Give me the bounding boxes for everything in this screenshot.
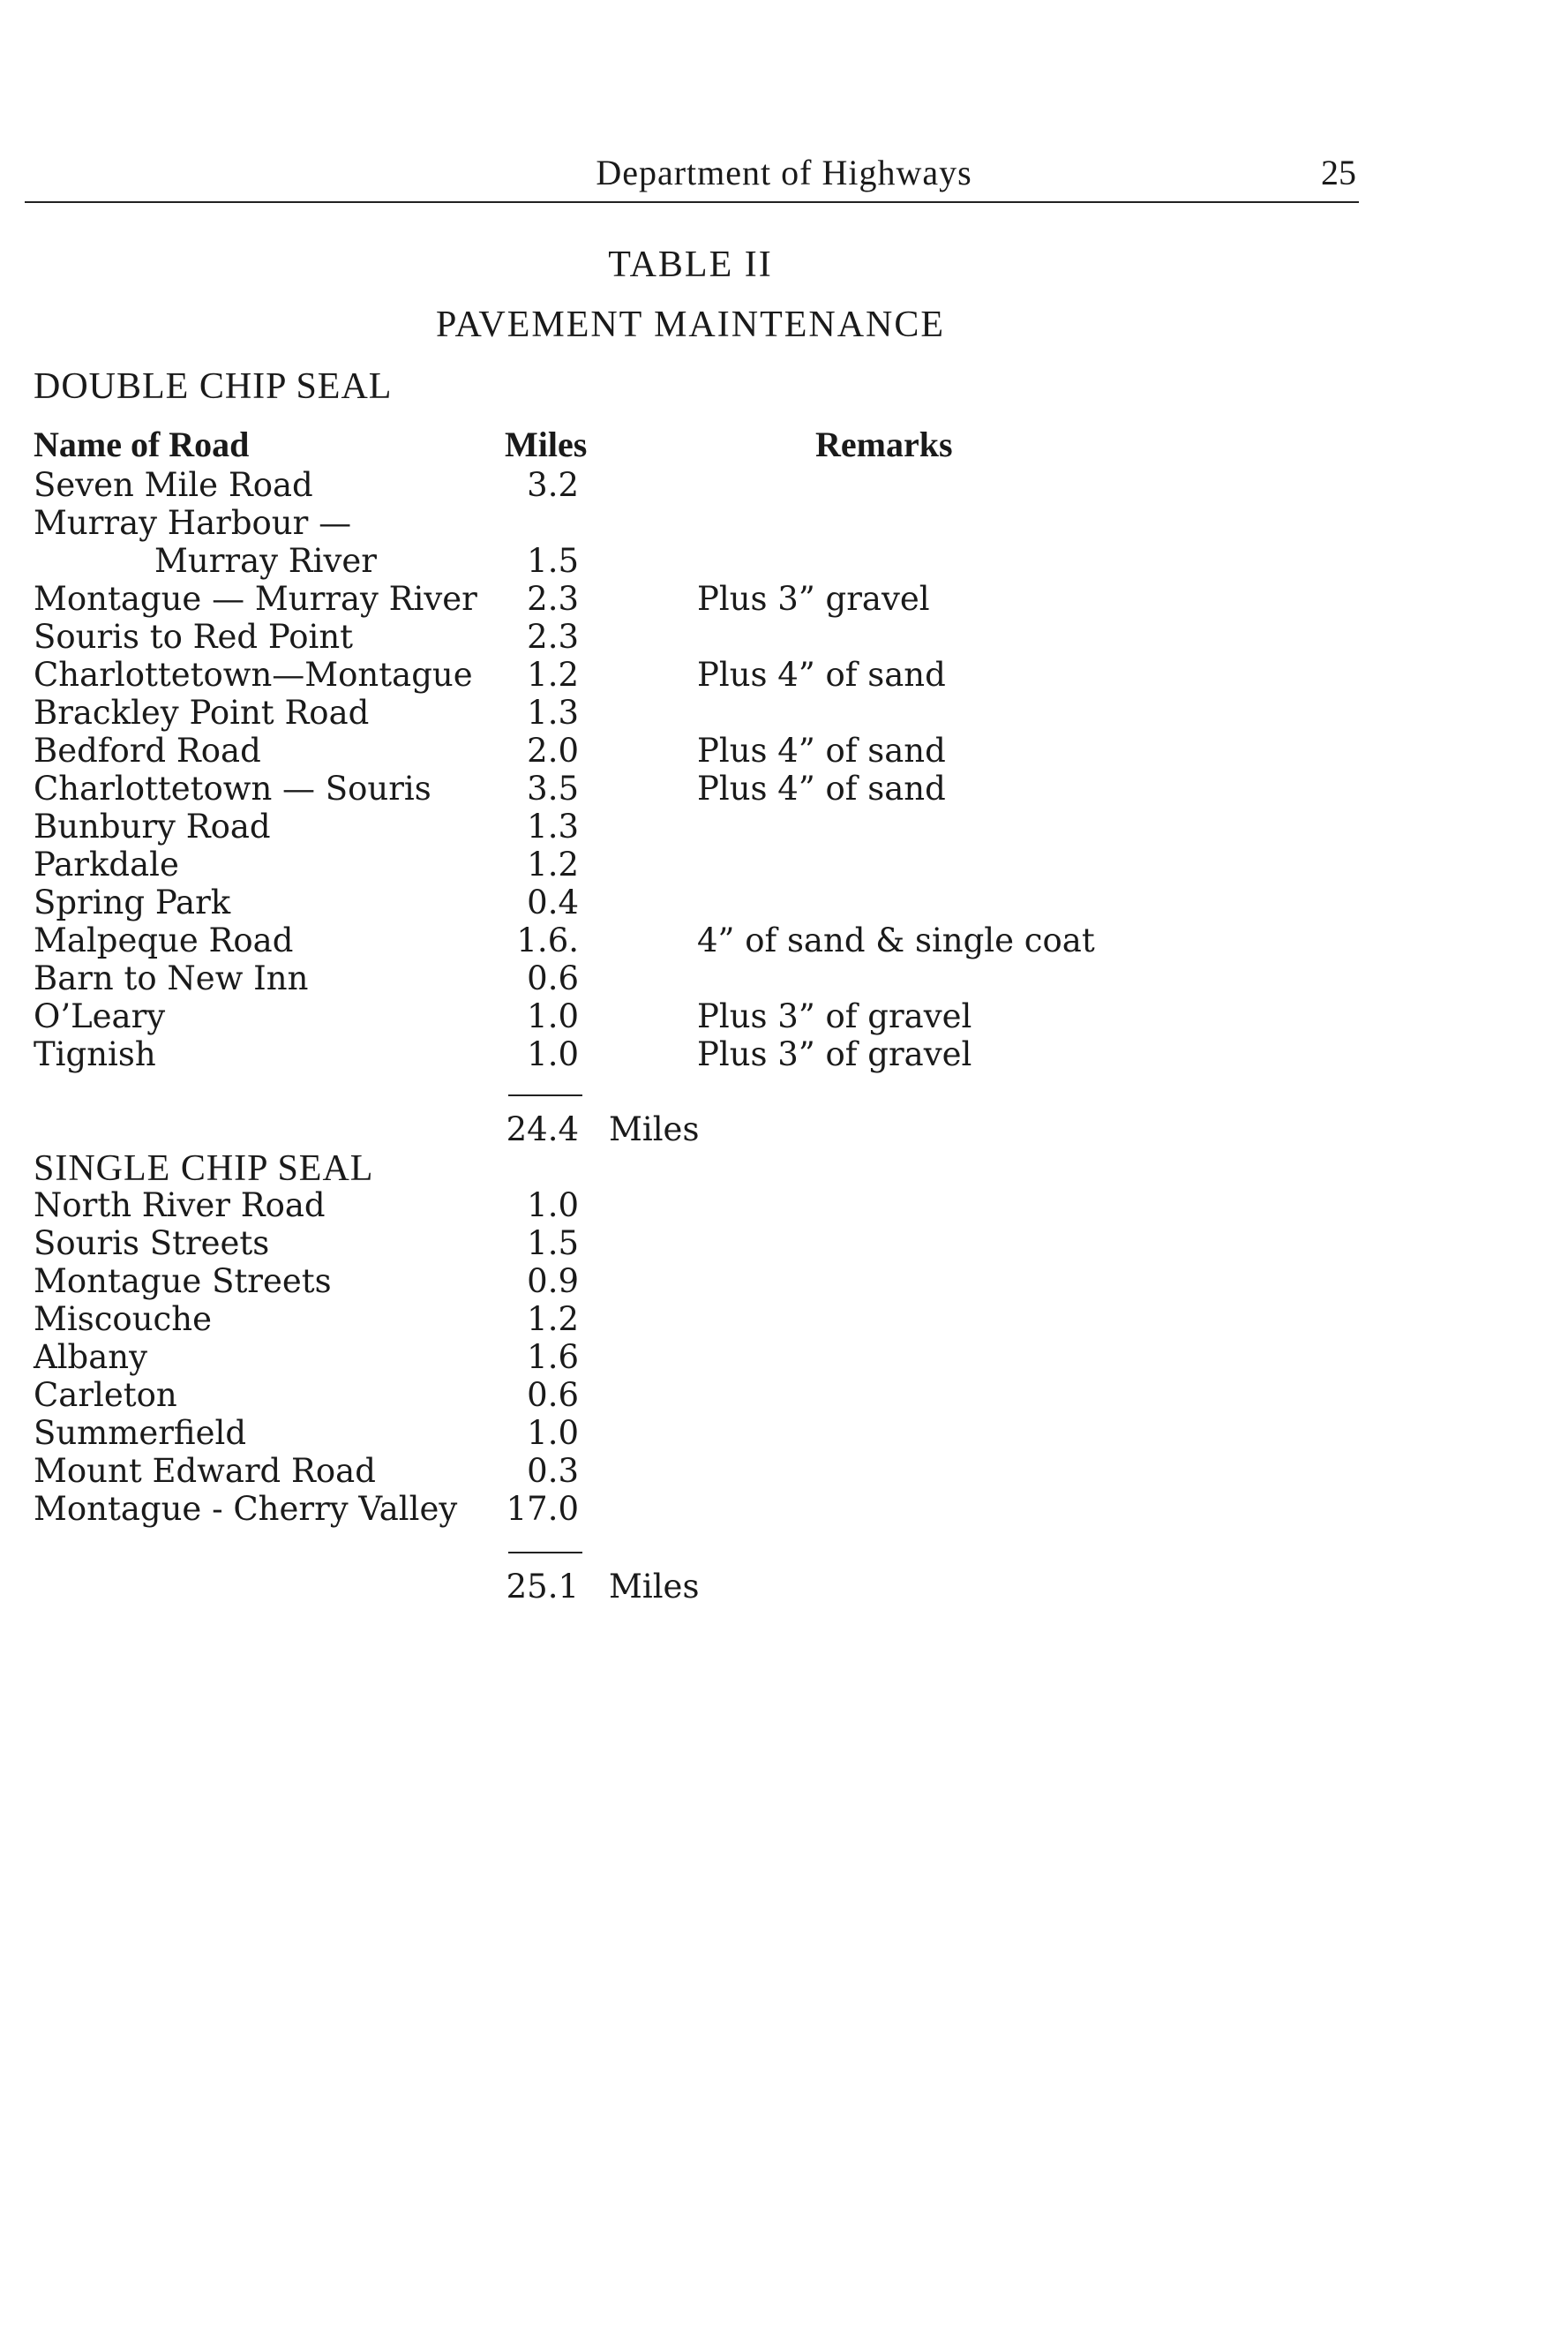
road-miles: 0.6 [527,1376,579,1414]
table-row [0,732,1568,770]
road-remark: Plus 4” of sand [697,656,946,694]
table-row [0,1414,1568,1452]
table-row [0,1376,1568,1414]
total-miles-single-chip: 25.1 [506,1568,579,1606]
table-row [0,1452,1568,1490]
page-number: 25 [1321,153,1356,192]
road-miles: 1.6. [516,921,579,959]
road-miles: 1.0 [527,997,579,1035]
road-name: Miscouche [34,1300,212,1338]
road-miles: 3.5 [527,770,579,808]
section-heading-double-chip: DOUBLE CHIP SEAL [34,366,393,407]
road-miles: 1.6 [527,1338,579,1376]
table-row [0,770,1568,808]
table-row [0,656,1568,694]
table-row [0,1490,1568,1528]
road-name: O’Leary [34,997,166,1035]
table-row [0,846,1568,884]
total-miles-double-chip: 24.4 [506,1110,579,1148]
road-miles: 1.0 [527,1414,579,1452]
table-row [0,921,1568,959]
road-name: Summerfield [34,1414,247,1452]
road-remark: Plus 3” gravel [697,580,930,618]
road-name: Tignish [34,1035,156,1073]
column-header-remarks: Remarks [815,425,953,464]
total-rule-double-chip [508,1094,582,1096]
road-miles: 2.3 [527,580,579,618]
road-name: Montague Streets [34,1262,332,1300]
table-row [0,580,1568,618]
road-remark: Plus 3” of gravel [697,997,972,1035]
road-miles: 1.0 [527,1186,579,1224]
road-name: Carleton [34,1376,177,1414]
road-name: Bunbury Road [34,808,271,846]
road-remark: Plus 3” of gravel [697,1035,972,1073]
road-name: Souris Streets [34,1224,270,1262]
table-row [0,959,1568,997]
road-miles: 1.0 [527,1035,579,1073]
road-miles: 2.3 [527,618,579,656]
total-rule-single-chip [508,1552,582,1553]
road-name: Albany [34,1338,148,1376]
table-row [0,504,1568,542]
table-row [0,1338,1568,1376]
road-name: North River Road [34,1186,326,1224]
table-row [0,884,1568,921]
road-miles: 1.3 [527,694,579,732]
road-name: Charlottetown—Montague [34,656,473,694]
road-name: Montague — Murray River [34,580,477,618]
running-header-title: Department of Highways [596,153,972,192]
column-header-miles: Miles [505,425,588,464]
road-name: Murray Harbour — [34,504,352,542]
table-row [0,618,1568,656]
section-heading-single-chip: SINGLE CHIP SEAL [34,1148,374,1189]
road-miles: 0.9 [527,1262,579,1300]
road-miles: 0.6 [527,959,579,997]
table-row [0,1224,1568,1262]
road-name: Charlottetown — Souris [34,770,431,808]
road-name: Malpeque Road [34,921,294,959]
road-miles: 2.0 [527,732,579,770]
table-row [0,808,1568,846]
road-miles: 17.0 [506,1490,579,1528]
road-name: Murray River [154,542,377,580]
road-name: Mount Edward Road [34,1452,376,1490]
road-name: Spring Park [34,884,231,921]
table-row [0,1035,1568,1073]
table-row [0,1186,1568,1224]
table-row [0,466,1568,504]
road-name: Seven Mile Road [34,466,313,504]
road-miles: 1.2 [527,656,579,694]
road-name: Barn to New Inn [34,959,309,997]
table-row [0,1262,1568,1300]
column-header-name: Name of Road [34,425,250,464]
road-name: Brackley Point Road [34,694,370,732]
road-remark: Plus 4” of sand [697,732,946,770]
road-miles: 1.3 [527,808,579,846]
road-remark: Plus 4” of sand [697,770,946,808]
table-subtitle: PAVEMENT MAINTENANCE [435,305,946,345]
table-row [0,1300,1568,1338]
road-name: Montague - Cherry Valley [34,1490,458,1528]
table-row [0,694,1568,732]
road-name: Parkdale [34,846,179,884]
table-row [0,997,1568,1035]
total-unit-single-chip: Miles [609,1568,700,1606]
road-miles: 1.2 [527,846,579,884]
table-title: TABLE II [608,244,773,285]
road-miles: 1.5 [527,1224,579,1262]
road-miles: 0.4 [527,884,579,921]
total-unit-double-chip: Miles [609,1110,700,1148]
road-miles: 3.2 [527,466,579,504]
road-miles: 1.5 [527,542,579,580]
road-name: Bedford Road [34,732,261,770]
road-name: Souris to Red Point [34,618,354,656]
road-miles: 1.2 [527,1300,579,1338]
road-miles: 0.3 [527,1452,579,1490]
table-row [0,542,1568,580]
road-remark: 4” of sand & single coat [697,921,1095,959]
header-rule [25,201,1359,203]
